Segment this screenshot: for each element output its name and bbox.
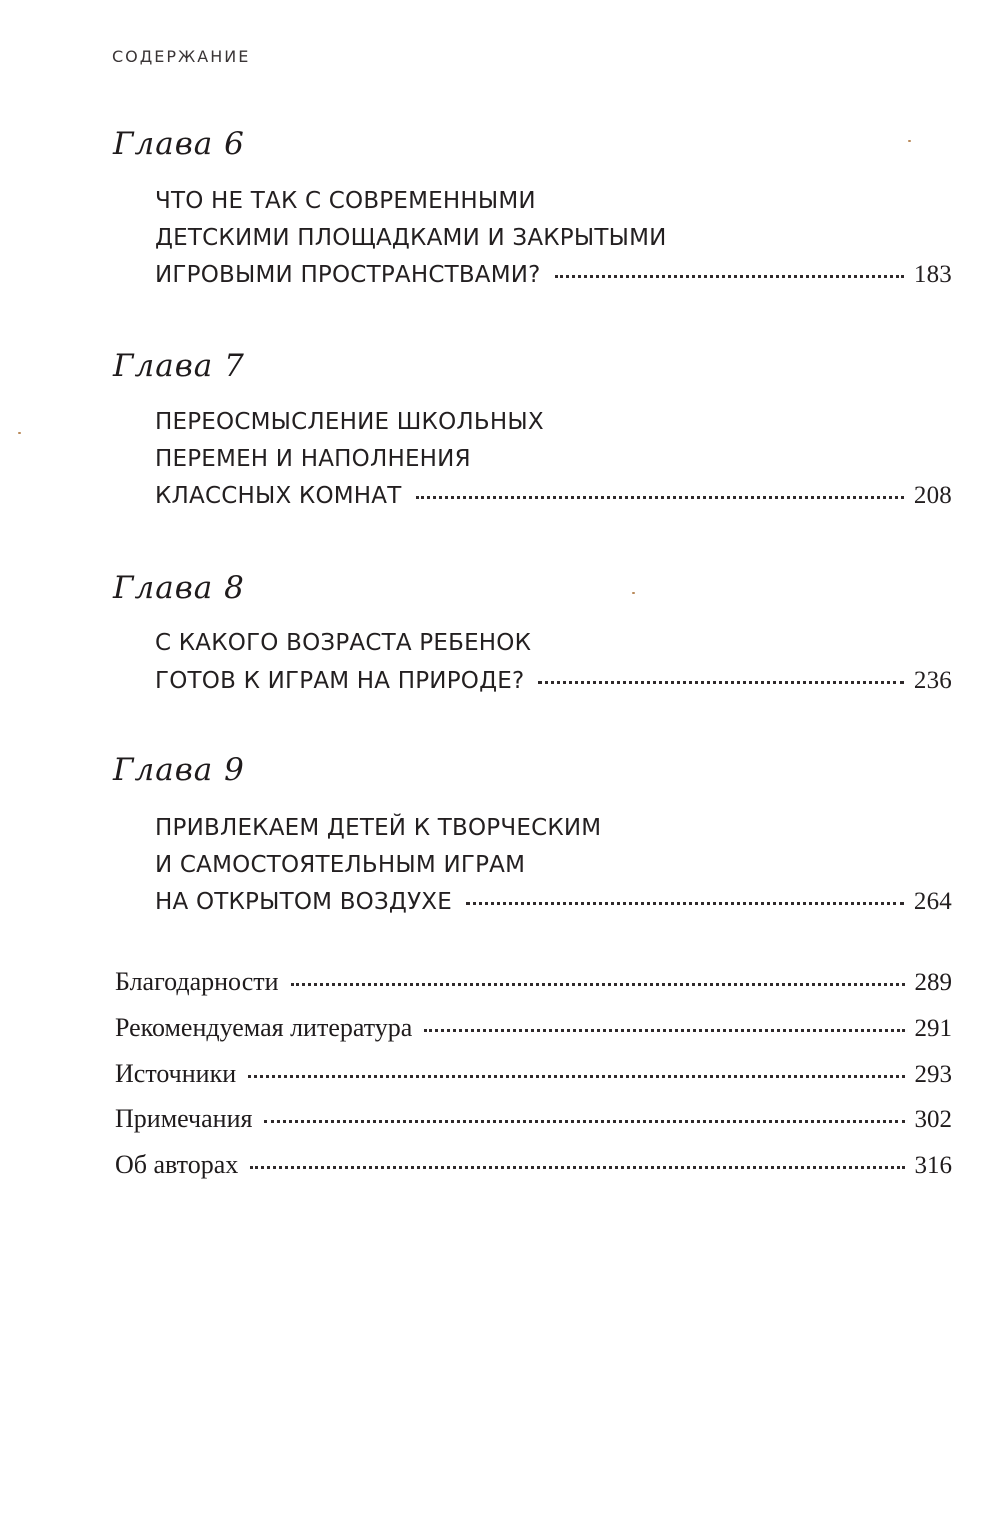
dot-leader <box>248 1075 904 1078</box>
back-matter-page-number: 302 <box>914 1106 952 1133</box>
back-matter-title: Об авторах <box>115 1150 239 1179</box>
back-matter-page-number: 289 <box>914 969 952 996</box>
back-matter-title: Благодарности <box>115 967 279 996</box>
dot-leader <box>466 902 904 905</box>
chapter-8-page-number: 236 <box>913 667 952 694</box>
back-matter-title: Источники <box>115 1059 237 1088</box>
dot-leader <box>538 681 903 684</box>
chapter-7-title-line-1: ПЕРЕОСМЫСЛЕНИЕ ШКОЛЬНЫХ <box>155 409 544 435</box>
paper-speck <box>908 140 911 142</box>
back-matter-page-number: 293 <box>914 1061 952 1088</box>
back-matter-entry-recommended-reading[interactable] <box>115 1010 952 1046</box>
chapter-8-entry[interactable] <box>155 663 952 699</box>
chapter-7-entry[interactable] <box>155 478 952 514</box>
chapter-9-title-line-3: НА ОТКРЫТОМ ВОЗДУХЕ <box>155 889 452 915</box>
paper-speck <box>632 592 635 594</box>
chapter-8-title-line-1: С КАКОГО ВОЗРАСТА РЕБЕНОК <box>155 630 532 656</box>
back-matter-entry-about-authors[interactable] <box>115 1147 952 1183</box>
chapter-9-label: Глава 9 <box>113 752 245 788</box>
back-matter-entry-sources[interactable] <box>115 1056 952 1092</box>
chapter-9-title-line-1: ПРИВЛЕКАЕМ ДЕТЕЙ К ТВОРЧЕСКИМ <box>155 815 602 841</box>
chapter-6-page-number: 183 <box>913 261 952 288</box>
back-matter-page-number: 316 <box>914 1152 952 1179</box>
chapter-7-label: Глава 7 <box>113 348 245 384</box>
chapter-6-title-line-3: ИГРОВЫМИ ПРОСТРАНСТВАМИ? <box>155 262 541 288</box>
chapter-6-title-line-2: ДЕТСКИМИ ПЛОЩАДКАМИ И ЗАКРЫТЫМИ <box>155 225 667 251</box>
back-matter-page-number: 291 <box>914 1015 952 1042</box>
chapter-7-title-line-3: КЛАССНЫХ КОМНАТ <box>155 483 402 509</box>
back-matter-entry-acknowledgements[interactable] <box>115 964 952 1000</box>
chapter-9-entry[interactable] <box>155 884 952 920</box>
back-matter-title: Рекомендуемая литература <box>115 1013 413 1042</box>
chapter-6-entry[interactable] <box>155 257 952 293</box>
paper-speck <box>18 432 21 434</box>
dot-leader <box>250 1166 904 1169</box>
back-matter-title: Примечания <box>115 1104 253 1133</box>
chapter-7-title-line-2: ПЕРЕМЕН И НАПОЛНЕНИЯ <box>155 446 471 472</box>
chapter-7-page-number: 208 <box>913 482 952 509</box>
chapter-6-label: Глава 6 <box>113 126 245 162</box>
back-matter-entry-notes[interactable] <box>115 1101 952 1137</box>
chapter-9-page-number: 264 <box>913 888 952 915</box>
dot-leader <box>291 983 905 986</box>
chapter-8-label: Глава 8 <box>113 570 245 606</box>
dot-leader <box>424 1029 904 1032</box>
dot-leader <box>264 1120 904 1123</box>
chapter-6-title-line-1: ЧТО НЕ ТАК С СОВРЕМЕННЫМИ <box>155 188 536 214</box>
dot-leader <box>555 275 904 278</box>
chapter-9-title-line-2: И САМОСТОЯТЕЛЬНЫМ ИГРАМ <box>155 852 526 878</box>
running-head: СОДЕРЖАНИЕ <box>112 47 251 66</box>
chapter-8-title-line-2: ГОТОВ К ИГРАМ НА ПРИРОДЕ? <box>155 668 525 694</box>
dot-leader <box>416 496 904 499</box>
